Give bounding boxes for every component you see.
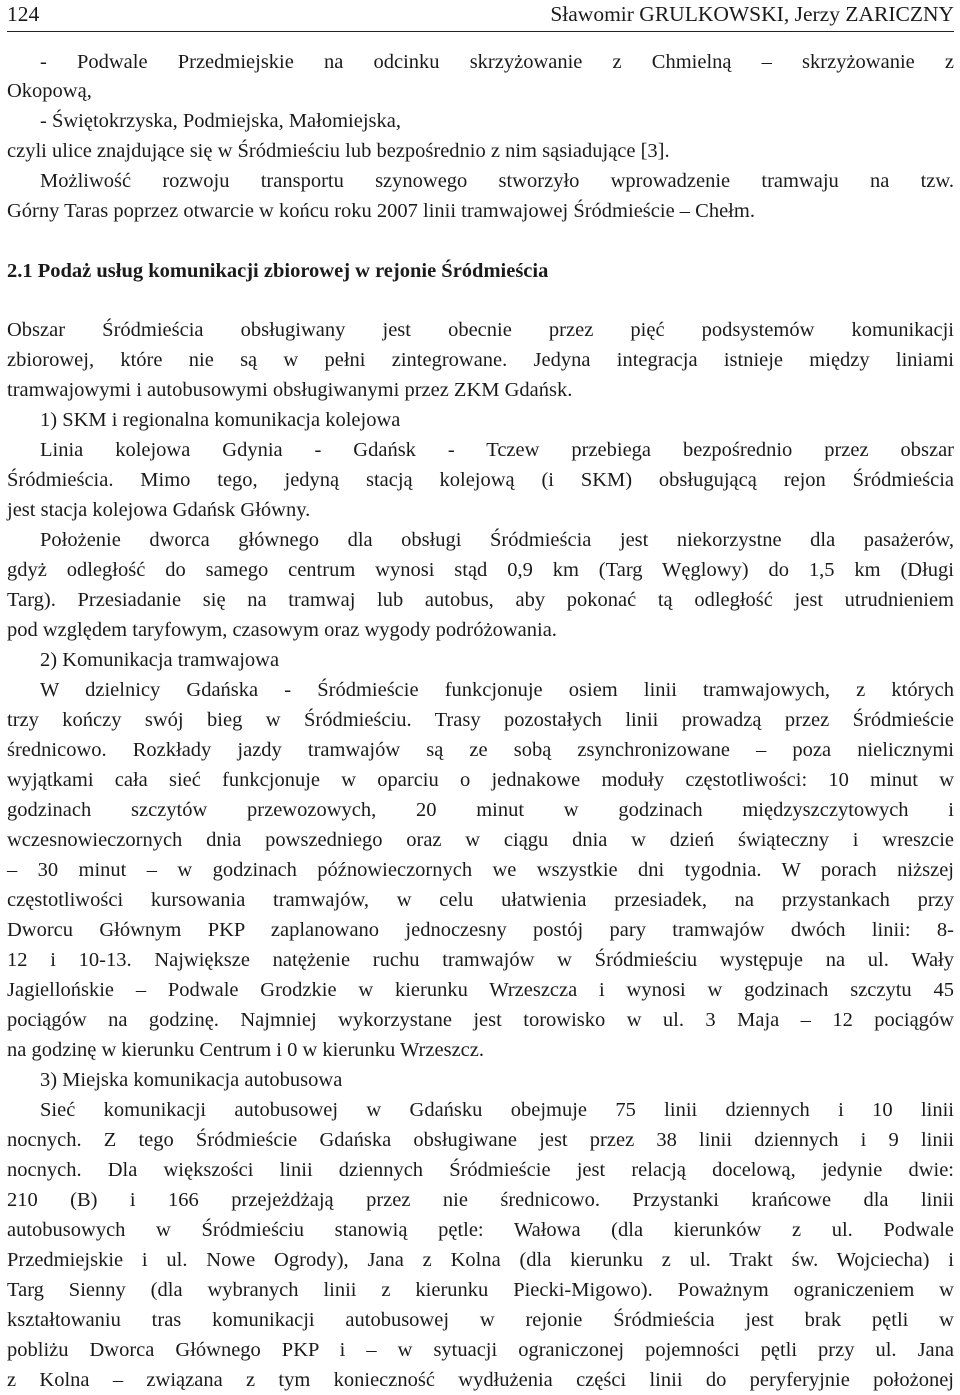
text-line: Możliwość rozwoju transportu szynowego stworzyło wprowadzenie tramwaju na tzw. bbox=[40, 170, 954, 192]
text-line: Targ Sienny (dla wybranych linii z kierunku Piecki-Migowo). Poważnym ograniczeniem w bbox=[7, 1279, 954, 1301]
running-header-authors: Sławomir GRULKOWSKI, Jerzy ZARICZNY bbox=[550, 2, 954, 26]
text-line: z Kolna – związana z tym konieczność wydłużenia części linii do peryferyjnie położonej bbox=[7, 1369, 954, 1391]
text-line: 210 (B) i 166 przejeżdżają przez nie średnicowo. Przystanki krańcowe dla linii bbox=[7, 1189, 954, 1211]
text-line: Dworcu Głównym PKP zaplanowano jednoczesny postój pary tramwajów dwóch linii: 8- bbox=[7, 919, 954, 941]
text-line: Przedmiejskie i ul. Nowe Ogrody), Jana z Kolna (dla kierunku z ul. Trakt św. Wojciecha) i bbox=[7, 1249, 954, 1271]
text-line: wczesnowieczornych dnia powszedniego oraz w ciągu dnia w dzień świąteczny i wreszcie bbox=[7, 829, 954, 851]
text-line: W dzielnicy Gdańska - Śródmieście funkcjonuje osiem linii tramwajowych, z których bbox=[40, 679, 954, 701]
text-line: nocnych. Dla większości linii dziennych Śródmieście jest relacją docelową, jedynie dwie: bbox=[7, 1159, 954, 1181]
text-line: nocnych. Z tego Śródmieście Gdańska obsługiwane jest przez 38 linii dziennych i 9 linii bbox=[7, 1129, 954, 1151]
text-line: 1) SKM i regionalna komunikacja kolejowa bbox=[40, 409, 401, 431]
text-line: autobusowych w Śródmieściu stanowią pętle: Wałowa (dla kierunków z ul. Podwale bbox=[7, 1219, 954, 1241]
text-line: Linia kolejowa Gdynia - Gdańsk - Tczew przebiega bezpośrednio przez obszar bbox=[40, 439, 954, 461]
text-line: Śródmieścia. Mimo tego, jedyną stacją kolejową (i SKM) obsługującą rejon Śródmieścia bbox=[7, 469, 954, 491]
text-line: Sieć komunikacji autobusowej w Gdańsku obejmuje 75 linii dziennych i 10 linii bbox=[40, 1099, 954, 1121]
text-line: Położenie dworca głównego dla obsługi Śródmieścia jest niekorzystne dla pasażerów, bbox=[40, 529, 954, 551]
text-line: Górny Taras poprzez otwarcie w końcu roku 2007 linii tramwajowej Śródmieście – Chełm. bbox=[7, 200, 755, 222]
text-line: trzy kończy swój bieg w Śródmieściu. Trasy pozostałych linii prowadzą przez Śródmieście bbox=[7, 709, 954, 731]
text-line: pobliżu Dworca Głównego PKP i – w sytuacji ograniczonej pojemności pętli przy ul. Jana bbox=[7, 1339, 954, 1361]
text-line: zbiorowej, które nie są w pełni zintegrowane. Jedyna integracja istnieje między liniami bbox=[7, 349, 954, 371]
text-line: wyjątkami cała sieć funkcjonuje w oparciu o jednakowe moduły częstotliwości: 10 minut w bbox=[7, 769, 954, 791]
text-line: - Świętokrzyska, Podmiejska, Małomiejska, bbox=[40, 110, 401, 132]
text-line: na godzinę w kierunku Centrum i 0 w kierunku Wrzeszcz. bbox=[7, 1039, 484, 1061]
text-line: tramwajowymi i autobusowymi obsługiwanymi przez ZKM Gdańsk. bbox=[7, 379, 573, 401]
text-line: Okopową, bbox=[7, 80, 92, 102]
text-line: Targ). Przesiadanie się na tramwaj lub autobus, aby pokonać tą odległość jest utrudnieniem bbox=[7, 589, 954, 611]
text-line: kształtowaniu tras komunikacji autobusowej w rejonie Śródmieścia jest brak pętli w bbox=[7, 1309, 954, 1331]
text-line: Jagiellońskie – Podwale Grodzkie w kierunku Wrzeszcza i wynosi w godzinach szczytu 45 bbox=[7, 979, 954, 1001]
text-line: częstotliwości kursowania tramwajów, w celu ułatwienia przesiadek, na przystankach przy bbox=[7, 889, 954, 911]
text-line: jest stacja kolejowa Gdańsk Główny. bbox=[7, 499, 311, 521]
text-line: 3) Miejska komunikacja autobusowa bbox=[40, 1069, 343, 1091]
text-line: pod względem taryfowym, czasowym oraz wygody podróżowania. bbox=[7, 619, 557, 641]
text-line: czyli ulice znajdujące się w Śródmieściu lub bezpośrednio z nim sąsiadujące [3]. bbox=[7, 140, 670, 162]
text-line: średnicowo. Rozkłady jazdy tramwajów są ze sobą zsynchronizowane – poza nielicznymi bbox=[7, 739, 954, 761]
text-line: 2) Komunikacja tramwajowa bbox=[40, 649, 280, 671]
running-header bbox=[7, 0, 954, 32]
text-line: gdyż odległość do samego centrum wynosi stąd 0,9 km (Targ Węglowy) do 1,5 km (Długi bbox=[7, 559, 954, 581]
text-line: – 30 minut – w godzinach późnowieczornych we wszystkie dni tygodnia. W porach niższej bbox=[7, 859, 954, 881]
section-heading: 2.1 Podaż usług komunikacji zbiorowej w rejonie Śródmieścia bbox=[7, 260, 549, 282]
text-line: - Podwale Przedmiejskie na odcinku skrzyżowanie z Chmielną – skrzyżowanie z bbox=[40, 51, 954, 73]
text-line: Obszar Śródmieścia obsługiwany jest obecnie przez pięć podsystemów komunikacji bbox=[7, 319, 954, 341]
text-line: pociągów na godzinę. Najmniej wykorzystane jest torowisko w ul. 3 Maja – 12 pociągów bbox=[7, 1009, 954, 1031]
text-line: 12 i 10-13. Największe natężenie ruchu tramwajów w Śródmieściu występuje na ul. Wały bbox=[7, 949, 954, 971]
page-number: 124 bbox=[7, 2, 40, 26]
text-line: godzinach szczytów przewozowych, 20 minut w godzinach międzyszczytowych i bbox=[7, 799, 954, 821]
